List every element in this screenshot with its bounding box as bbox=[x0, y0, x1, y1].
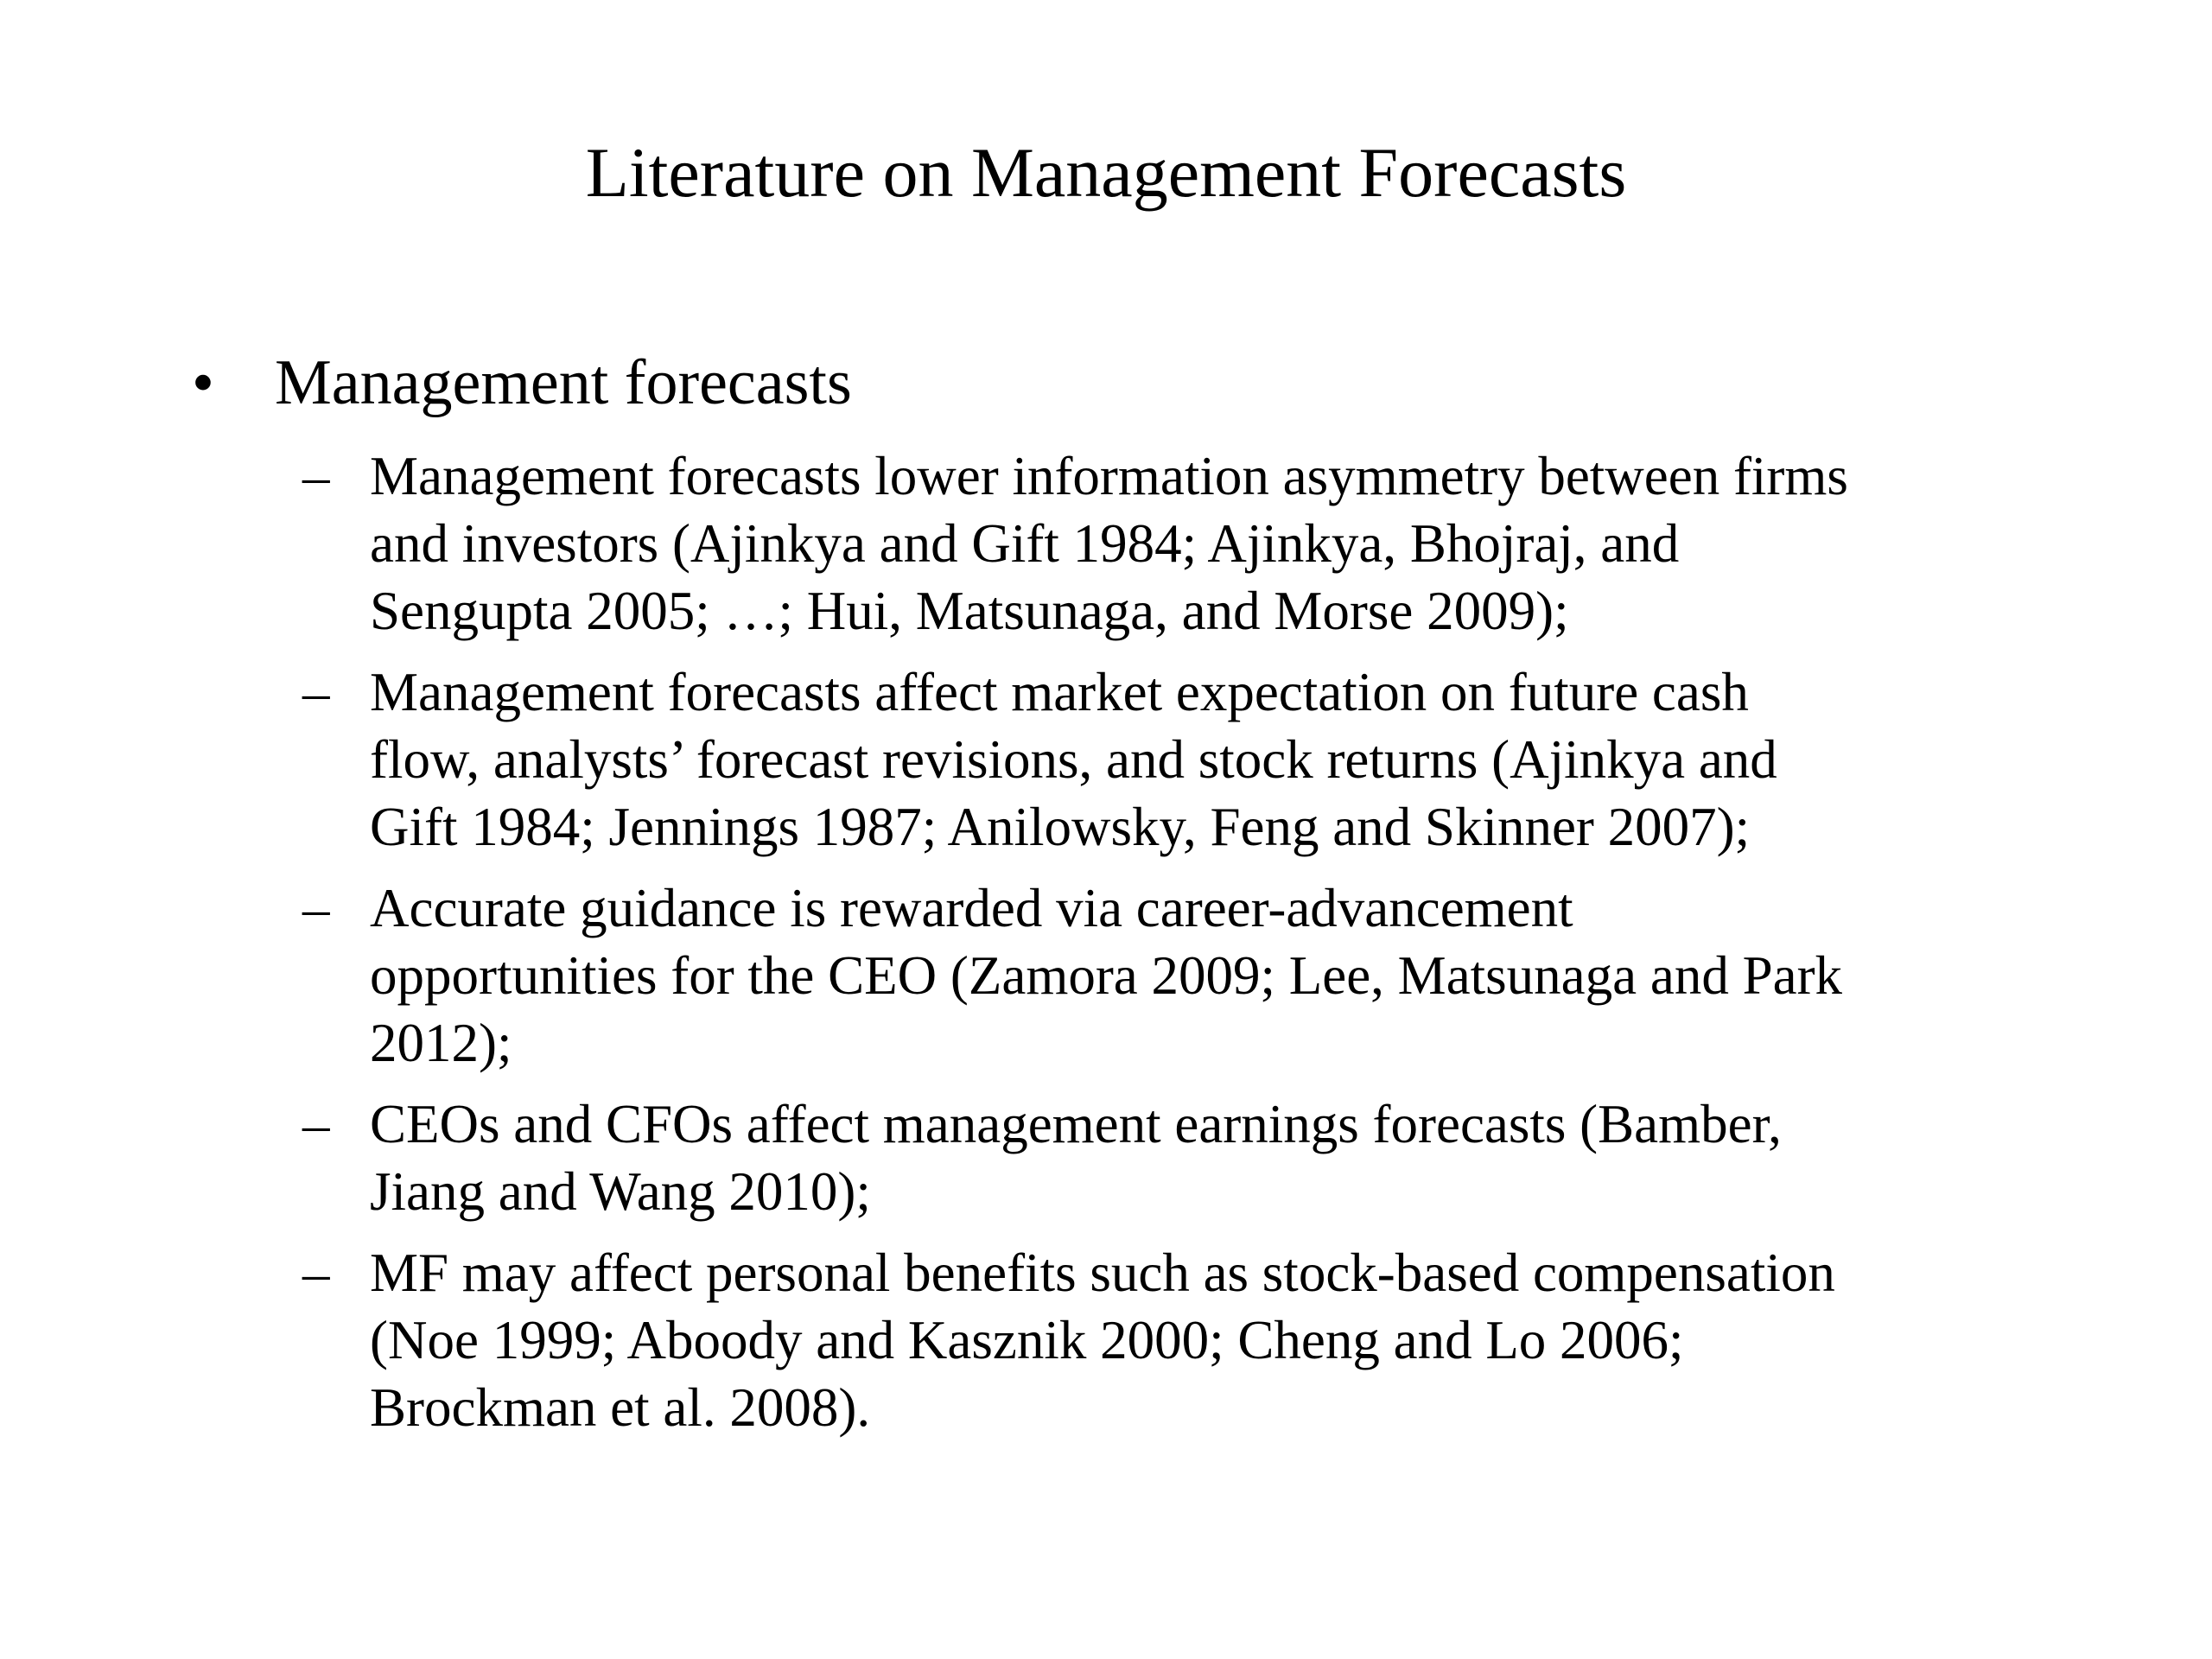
sub-bullet-line: Brockman et al. 2008). bbox=[370, 1377, 871, 1438]
sub-bullet-line: 2012); bbox=[370, 1013, 512, 1073]
dash-marker: – bbox=[302, 662, 330, 722]
slide-title: Literature on Management Forecasts bbox=[585, 133, 1627, 212]
bullet-marker: • bbox=[192, 347, 214, 418]
sub-bullet-accurate-guidance bbox=[0, 874, 2212, 1077]
sub-bullet-market-expectation bbox=[0, 658, 2212, 861]
sub-bullet-line: opportunities for the CEO (Zamora 2009; Lee, Matsunaga and Park bbox=[370, 945, 1843, 1006]
sub-bullet-line: Jiang and Wang 2010); bbox=[370, 1161, 871, 1222]
sub-bullet-line: Management forecasts affect market expectation on future cash bbox=[370, 662, 1749, 722]
sub-bullet-line: (Noe 1999; Aboody and Kasznik 2000; Cheng and Lo 2006; bbox=[370, 1310, 1684, 1370]
dash-marker: – bbox=[302, 878, 330, 938]
sub-bullet-line: flow, analysts’ forecast revisions, and stock returns (Ajinkya and bbox=[370, 729, 1777, 790]
sub-bullet-line: Sengupta 2005; …; Hui, Matsunaga, and Morse 2009); bbox=[370, 581, 1569, 641]
bullet-label: Management forecasts bbox=[275, 347, 852, 418]
sub-bullet-line: Gift 1984; Jennings 1987; Anilowsky, Feng and Skinner 2007); bbox=[370, 797, 1751, 857]
sub-bullet-line: MF may affect personal benefits such as stock-based compensation bbox=[370, 1243, 1835, 1303]
dash-marker: – bbox=[302, 1243, 330, 1303]
dash-marker: – bbox=[302, 446, 330, 506]
sub-bullet-personal-benefits bbox=[0, 1239, 2212, 1441]
sub-bullet-line: Accurate guidance is rewarded via career-advancement bbox=[370, 878, 1573, 938]
sub-bullet-ceos-cfos bbox=[0, 1090, 2212, 1225]
sub-bullet-line: Management forecasts lower information asymmetry between firms bbox=[370, 446, 1848, 506]
sub-bullet-information-asymmetry bbox=[0, 442, 2212, 645]
dash-marker: – bbox=[302, 1094, 330, 1154]
sub-bullet-list bbox=[0, 442, 2212, 1455]
sub-bullet-line: and investors (Ajinkya and Gift 1984; Ajinkya, Bhojraj, and bbox=[370, 513, 1680, 574]
sub-bullet-line: CEOs and CFOs affect management earnings forecasts (Bamber, bbox=[370, 1094, 1782, 1154]
